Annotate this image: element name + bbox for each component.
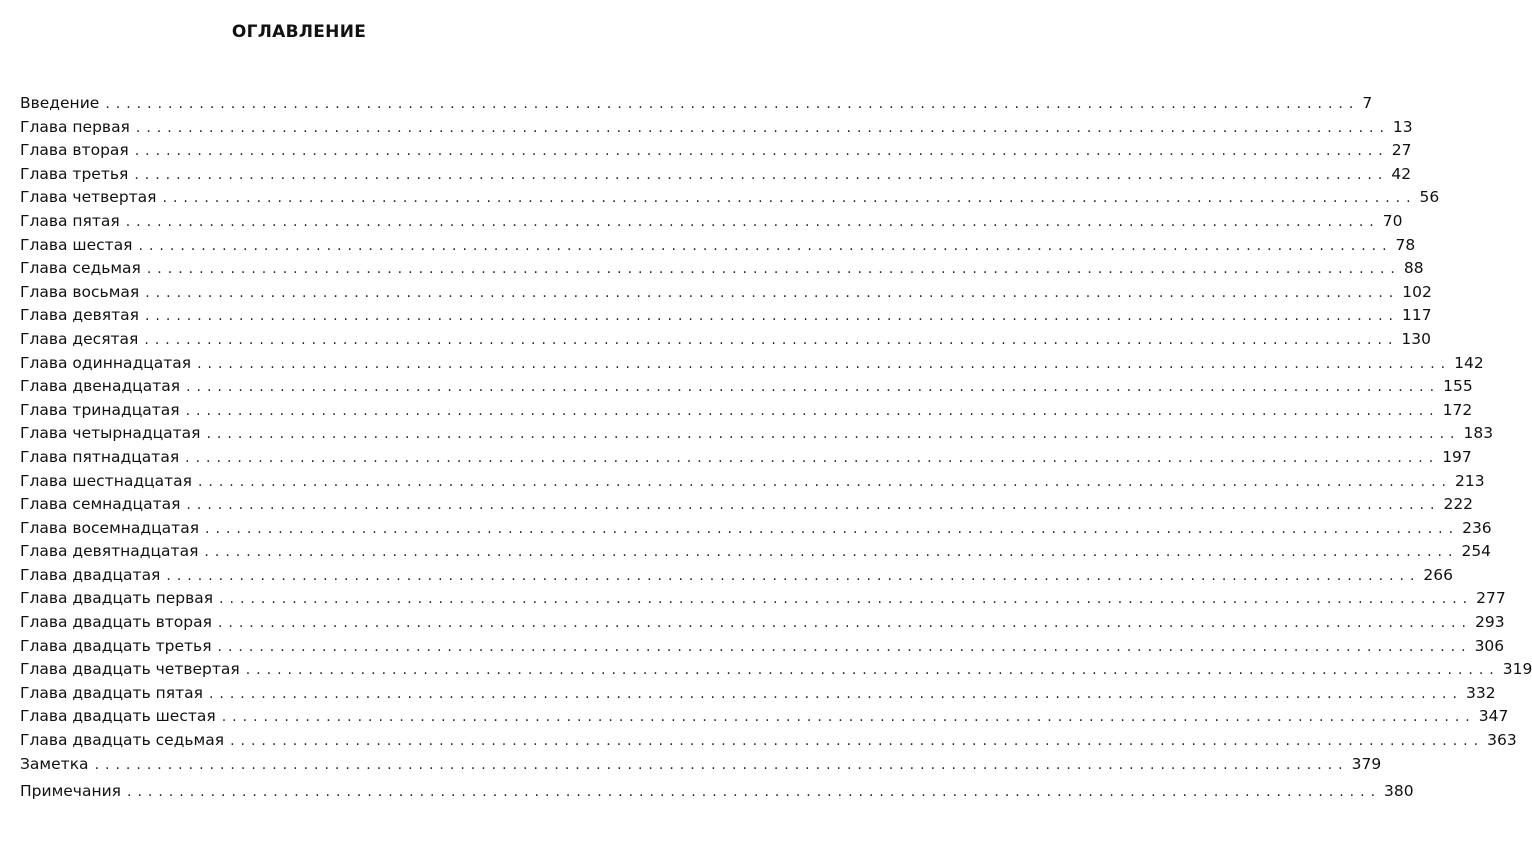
dot-leader: ........................................................................................................................ (230, 733, 1485, 750)
toc-entry[interactable] (20, 186, 1440, 210)
toc-entry-page-number: 183 (1463, 424, 1494, 443)
toc-entry[interactable] (20, 399, 1473, 423)
dot-leader: ........................................................................................................................ (206, 426, 1461, 443)
toc-entry-page-number: 70 (1382, 211, 1403, 230)
toc-entry-page-number: 117 (1402, 306, 1432, 325)
toc-entry[interactable] (20, 375, 1473, 399)
toc-entry-label: Введение (20, 94, 100, 112)
toc-entry[interactable] (20, 564, 1454, 588)
toc-entry-page-number: 78 (1395, 235, 1416, 254)
toc-entry-page-number: 293 (1474, 613, 1505, 632)
toc-entry-label: Глава вторая (20, 141, 129, 160)
toc-entry-label: Глава одиннадцатая (20, 353, 192, 372)
toc-entry-page-number: 319 (1502, 660, 1532, 679)
dot-leader: ........................................................................................................................ (134, 166, 1389, 183)
toc-entry[interactable] (20, 139, 1412, 163)
dot-leader: ........................................................................................................................ (144, 331, 1399, 348)
toc-entry[interactable] (20, 234, 1416, 258)
dot-leader: ........................................................................................................................ (219, 591, 1474, 608)
toc-entry-label: Глава двадцать пятая (20, 683, 203, 702)
toc-entry[interactable] (20, 705, 1509, 729)
toc-entry-label: Глава седьмая (20, 259, 141, 278)
dot-leader: ........................................................................................................................ (146, 261, 1401, 278)
toc-entry-page-number: 88 (1403, 259, 1424, 278)
toc-entry-page-number: 222 (1443, 495, 1474, 514)
toc-entry-label: Глава девятая (20, 306, 139, 325)
dot-leader: ........................................................................................................................ (162, 190, 1417, 207)
toc-entry-label: Глава пятая (20, 211, 120, 230)
toc-entry[interactable] (20, 753, 1382, 777)
dot-leader: ........................................................................................................................ (125, 213, 1380, 230)
table-of-contents (20, 92, 1532, 804)
toc-entry-label: Глава двадцать вторая (20, 613, 212, 632)
toc-entry[interactable] (20, 470, 1485, 494)
toc-entry-page-number: 142 (1454, 353, 1484, 372)
dot-leader: ........................................................................................................................ (245, 662, 1500, 679)
dot-leader: ........................................................................................................................ (105, 96, 1360, 112)
toc-entry-page-number: 277 (1476, 589, 1506, 608)
toc-entry-label: Глава шестнадцатая (20, 471, 192, 490)
dot-leader: ........................................................................................................................ (127, 784, 1382, 801)
dot-leader: ........................................................................................................................ (185, 402, 1440, 419)
toc-entry[interactable] (20, 658, 1532, 682)
toc-entry-page-number: 13 (1392, 117, 1413, 136)
toc-entry[interactable] (20, 587, 1506, 611)
toc-entry-label: Глава двадцать седьмая (20, 731, 225, 750)
toc-entry[interactable] (20, 92, 1373, 116)
toc-entry[interactable] (20, 446, 1472, 470)
dot-leader: ........................................................................................................................ (221, 709, 1476, 726)
toc-entry[interactable] (20, 780, 1414, 804)
toc-entry-label: Глава двадцать четвертая (20, 660, 240, 679)
toc-entry-page-number: 347 (1478, 707, 1509, 726)
toc-entry[interactable] (20, 257, 1424, 281)
toc-entry-label: Глава двадцать третья (20, 636, 212, 655)
toc-entry-page-number: 42 (1391, 164, 1412, 183)
toc-entry[interactable] (20, 729, 1517, 753)
toc-entry-label: Глава десятая (20, 329, 139, 348)
dot-leader: ........................................................................................................................ (197, 355, 1452, 372)
toc-entry-label: Глава девятнадцатая (20, 542, 199, 561)
toc-entry-page-number: 213 (1454, 471, 1485, 490)
toc-entry-label: Глава восемнадцатая (20, 518, 200, 537)
dot-leader: ........................................................................................................................ (94, 756, 1349, 773)
dot-leader: ........................................................................................................................ (185, 449, 1440, 466)
dot-leader: ........................................................................................................................ (144, 308, 1400, 325)
toc-entry-label: Глава третья (20, 164, 129, 183)
toc-entry-label: Глава пятнадцатая (20, 447, 180, 466)
toc-entry[interactable] (20, 328, 1431, 352)
toc-entry[interactable] (20, 304, 1432, 328)
toc-entry-page-number: 172 (1442, 400, 1473, 419)
dot-leader: ........................................................................................................................ (138, 237, 1393, 254)
dot-leader: ........................................................................................................................ (186, 497, 1441, 514)
toc-entry-page-number: 363 (1487, 731, 1517, 750)
dot-leader: ........................................................................................................................ (197, 473, 1452, 490)
toc-entry-page-number: 130 (1401, 329, 1431, 348)
toc-entry[interactable] (20, 352, 1484, 376)
toc-entry[interactable] (20, 682, 1496, 706)
toc-entry[interactable] (20, 210, 1403, 234)
dot-leader: ........................................................................................................................ (217, 638, 1472, 655)
toc-entry-page-number: 197 (1442, 447, 1472, 466)
toc-entry[interactable] (20, 493, 1474, 517)
dot-leader: ........................................................................................................................ (205, 520, 1460, 537)
toc-entry-page-number: 266 (1423, 565, 1454, 584)
toc-entry[interactable] (20, 517, 1492, 541)
toc-entry-page-number: 56 (1419, 188, 1440, 207)
dot-leader: ........................................................................................................................ (145, 284, 1400, 301)
toc-entry[interactable] (20, 281, 1432, 305)
toc-entry-label: Глава семнадцатая (20, 495, 181, 514)
dot-leader: ........................................................................................................................ (217, 615, 1472, 632)
dot-leader: ........................................................................................................................ (208, 685, 1463, 702)
toc-entry-page-number: 236 (1462, 518, 1492, 537)
page-title: ОГЛАВЛЕНИЕ (231, 22, 367, 42)
toc-entry-page-number: 7 (1362, 94, 1373, 112)
toc-entry-label: Глава четвертая (20, 188, 157, 207)
toc-entry-label: Глава первая (20, 117, 130, 136)
toc-entry-page-number: 380 (1384, 782, 1414, 801)
toc-entry-page-number: 306 (1474, 636, 1505, 655)
toc-entry[interactable] (20, 422, 1494, 446)
toc-entry-page-number: 27 (1391, 141, 1412, 160)
toc-entry-page-number: 379 (1351, 754, 1382, 773)
dot-leader: ........................................................................................................................ (135, 119, 1390, 136)
toc-entry-label: Глава шестая (20, 235, 133, 254)
dot-leader: ........................................................................................................................ (186, 379, 1441, 396)
toc-entry-label: Глава двадцатая (20, 565, 161, 584)
toc-entry-page-number: 155 (1443, 377, 1473, 396)
toc-entry-label: Заметка (20, 754, 89, 773)
toc-entry[interactable] (20, 540, 1492, 564)
dot-leader: ........................................................................................................................ (166, 567, 1421, 584)
toc-entry[interactable] (20, 635, 1505, 659)
toc-entry[interactable] (20, 163, 1412, 187)
toc-entry[interactable] (20, 116, 1413, 140)
toc-entry-label: Глава двадцать шестая (20, 707, 216, 726)
toc-entry-page-number: 102 (1402, 282, 1432, 301)
toc-entry-label: Глава восьмая (20, 282, 140, 301)
toc-entry-label: Глава четырнадцатая (20, 424, 201, 443)
toc-entry-page-number: 332 (1465, 683, 1496, 702)
dot-leader: ........................................................................................................................ (204, 544, 1459, 561)
dot-leader: ........................................................................................................................ (134, 143, 1389, 160)
toc-entry-page-number: 254 (1461, 542, 1492, 561)
toc-entry-label: Глава двадцать первая (20, 589, 214, 608)
toc-entry[interactable] (20, 611, 1505, 635)
toc-entry-label: Глава двенадцатая (20, 377, 181, 396)
toc-entry-label: Примечания (20, 782, 121, 801)
toc-entry-label: Глава тринадцатая (20, 400, 180, 419)
